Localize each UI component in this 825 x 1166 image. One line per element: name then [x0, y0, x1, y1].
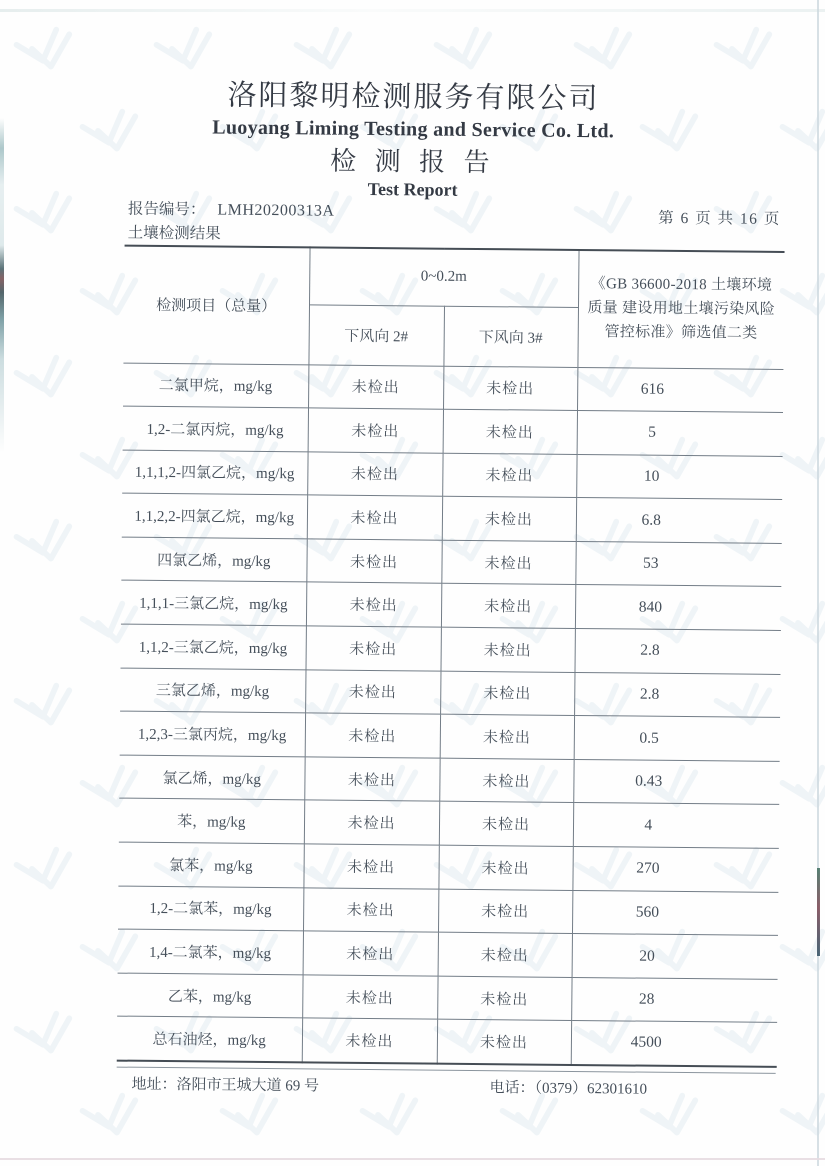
- page-indicator: 第 6 页 共 16 页: [658, 209, 781, 228]
- result-downwind-3: 未检出: [443, 366, 577, 411]
- table-row: [118, 886, 778, 936]
- analyte-name: 二氯甲烷，mg/kg: [123, 363, 308, 408]
- screening-limit: 10: [576, 454, 782, 500]
- screening-limit: 20: [572, 934, 778, 980]
- col-header-item: 检测项目（总量）: [123, 246, 309, 365]
- screening-limit: 2.8: [574, 672, 780, 718]
- report-title-cn: 检 测 报 告: [329, 146, 496, 178]
- table-row: [119, 799, 779, 849]
- table-row: [121, 624, 781, 674]
- result-downwind-2: 未检出: [303, 931, 438, 976]
- result-downwind-2: 未检出: [306, 626, 441, 671]
- report-header: [0, 75, 825, 204]
- col-header-downwind-3: 下风向 3#: [443, 306, 578, 367]
- analyte-name: 1,1,1,2-四氯乙烷，mg/kg: [122, 450, 307, 495]
- screening-limit: 53: [575, 541, 781, 587]
- result-downwind-2: 未检出: [304, 757, 439, 802]
- table-row: [123, 363, 783, 413]
- result-downwind-3: 未检出: [440, 714, 574, 759]
- page-footer: [131, 1074, 816, 1101]
- report-number: [128, 200, 335, 222]
- result-downwind-2: 未检出: [303, 844, 438, 889]
- table-row: [123, 406, 783, 456]
- result-downwind-2: 未检出: [302, 975, 437, 1020]
- table-row: [117, 973, 777, 1023]
- result-downwind-3: 未检出: [442, 496, 576, 541]
- report-number-label: 报告编号：: [127, 200, 206, 219]
- result-downwind-2: 未检出: [306, 539, 441, 584]
- analyte-name: 四氯乙烯，mg/kg: [121, 537, 306, 582]
- result-downwind-3: 未检出: [442, 453, 576, 498]
- table-row: [118, 842, 778, 892]
- analyte-name: 1,2-二氯丙烷，mg/kg: [123, 406, 308, 451]
- result-downwind-3: 未检出: [437, 1020, 571, 1065]
- analyte-name: 1,2-二氯苯，mg/kg: [118, 886, 303, 931]
- result-downwind-3: 未检出: [441, 540, 575, 585]
- result-downwind-3: 未检出: [440, 671, 574, 716]
- result-downwind-3: 未检出: [438, 889, 572, 934]
- screening-limit: 6.8: [576, 498, 782, 544]
- table-row: [117, 1016, 777, 1066]
- screening-limit: 4: [573, 803, 779, 849]
- report-number-value: LMH20200313A: [217, 201, 335, 220]
- screening-limit: 0.5: [574, 716, 780, 762]
- result-downwind-3: 未检出: [441, 584, 575, 629]
- screening-limit: 560: [572, 890, 778, 936]
- result-downwind-2: 未检出: [308, 408, 443, 453]
- analyte-name: 总石油烃，mg/kg: [117, 1016, 302, 1061]
- company-name-en: Luoyang Liming Testing and Service Co. Ltd.: [212, 116, 615, 143]
- result-downwind-2: 未检出: [305, 670, 440, 715]
- screening-limit: 840: [575, 585, 781, 631]
- section-title: 土壤检测结果: [127, 224, 221, 243]
- result-downwind-3: 未检出: [440, 627, 574, 672]
- result-downwind-2: 未检出: [308, 364, 443, 409]
- table-row: [119, 755, 779, 805]
- analyte-name: 1,1,2,2-四氯乙烷，mg/kg: [122, 493, 307, 538]
- result-downwind-3: 未检出: [439, 802, 573, 847]
- results-table-header: [123, 246, 784, 369]
- table-row: [122, 493, 782, 543]
- screening-limit: 616: [577, 367, 783, 413]
- analyte-name: 苯，mg/kg: [119, 799, 304, 844]
- col-header-downwind-2: 下风向 2#: [308, 304, 444, 365]
- analyte-name: 1,4-二氯苯，mg/kg: [118, 929, 303, 974]
- table-row: [121, 581, 781, 631]
- table-row: [122, 450, 782, 500]
- screening-limit: 5: [577, 411, 783, 457]
- table-row: [121, 537, 781, 587]
- col-header-depth: 0~0.2m: [309, 247, 579, 307]
- result-downwind-2: 未检出: [302, 1018, 437, 1063]
- screening-limit: 4500: [630, 1033, 662, 1052]
- result-downwind-3: 未检出: [439, 758, 573, 803]
- col-header-standard: 《GB 36600-2018 土壤环境质量 建设用地土壤污染风险管控标准》筛选值二类: [577, 250, 784, 369]
- result-downwind-2: 未检出: [305, 713, 440, 758]
- results-table-body: [117, 363, 784, 1067]
- company-name-cn: 洛阳黎明检测服务有限公司: [227, 79, 600, 116]
- footer-phone: 电话：（0379）62301610: [489, 1079, 648, 1098]
- table-row: [118, 929, 778, 979]
- results-table: [117, 245, 785, 1068]
- analyte-name: 氯乙烯，mg/kg: [119, 755, 304, 800]
- result-downwind-2: 未检出: [306, 582, 441, 627]
- footer-rule: [117, 1066, 776, 1073]
- analyte-name: 1,1,2-三氯乙烷，mg/kg: [121, 624, 306, 669]
- result-downwind-2: 未检出: [307, 495, 442, 540]
- analyte-name: 三氯乙烯，mg/kg: [120, 668, 305, 713]
- result-downwind-2: 未检出: [307, 452, 442, 497]
- result-downwind-2: 未检出: [303, 887, 438, 932]
- result-downwind-3: 未检出: [443, 409, 577, 454]
- report-title-en: Test Report: [367, 178, 458, 200]
- result-downwind-3: 未检出: [437, 976, 571, 1021]
- screening-limit: 270: [572, 846, 778, 892]
- screening-limit: 2.8: [575, 629, 781, 675]
- analyte-name: 1,1,1-三氯乙烷，mg/kg: [121, 581, 306, 626]
- analyte-name: 乙苯，mg/kg: [117, 973, 302, 1018]
- footer-address: 地址：洛阳市王城大道 69 号: [131, 1076, 320, 1095]
- result-downwind-2: 未检出: [304, 800, 439, 845]
- analyte-name: 1,2,3-三氯丙烷，mg/kg: [120, 711, 305, 756]
- screening-limit: 28: [571, 977, 777, 1023]
- screening-limit: 0.43: [573, 759, 779, 805]
- result-downwind-3: 未检出: [438, 932, 572, 977]
- table-row: [120, 668, 780, 718]
- analyte-name: 氯苯，mg/kg: [118, 842, 303, 887]
- table-row: [120, 711, 780, 761]
- result-downwind-3: 未检出: [438, 845, 572, 890]
